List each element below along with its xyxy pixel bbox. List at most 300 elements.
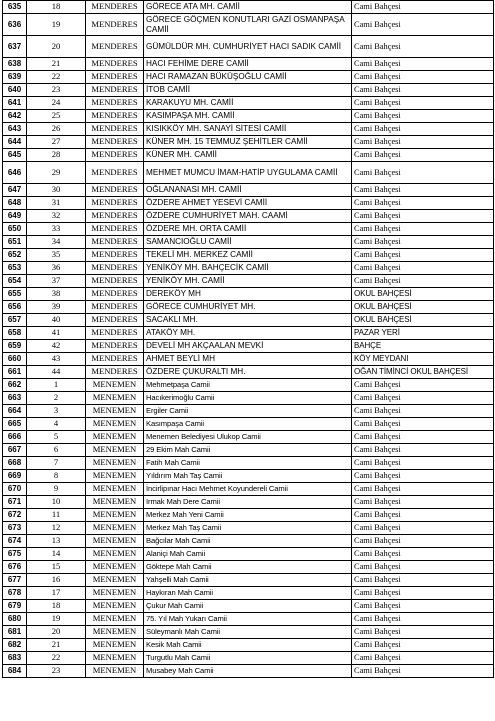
location-name-cell: ATAKÖY MH. bbox=[144, 327, 352, 340]
table-row bbox=[3, 431, 494, 444]
district-cell: MENDERES bbox=[86, 275, 144, 288]
district-cell: MENDERES bbox=[86, 110, 144, 123]
table-row bbox=[3, 223, 494, 236]
table-row bbox=[3, 444, 494, 457]
district-cell: MENDERES bbox=[86, 288, 144, 301]
location-name-cell: ÖZDERE MH. ORTA CAMİİ bbox=[144, 223, 352, 236]
table-row bbox=[3, 366, 494, 379]
sequence-number-cell: 35 bbox=[27, 249, 86, 262]
sequence-number-cell: 13 bbox=[27, 535, 86, 548]
district-cell: MENDERES bbox=[86, 71, 144, 84]
district-cell: MENEMEN bbox=[86, 561, 144, 574]
location-name-cell: KARAKUYU MH. CAMİİ bbox=[144, 97, 352, 110]
sequence-number-cell: 17 bbox=[27, 587, 86, 600]
table-row bbox=[3, 262, 494, 275]
district-cell: MENDERES bbox=[86, 236, 144, 249]
table-row bbox=[3, 36, 494, 58]
row-number-cell: 666 bbox=[3, 431, 27, 444]
table-row bbox=[3, 149, 494, 162]
sequence-number-cell: 26 bbox=[27, 123, 86, 136]
district-cell: MENEMEN bbox=[86, 483, 144, 496]
row-number-cell: 649 bbox=[3, 210, 27, 223]
venue-type-cell: PAZAR YERİ bbox=[352, 327, 494, 340]
district-cell: MENDERES bbox=[86, 210, 144, 223]
district-cell: MENDERES bbox=[86, 353, 144, 366]
table-row bbox=[3, 509, 494, 522]
venue-type-cell: Cami Bahçesi bbox=[352, 496, 494, 509]
table-row bbox=[3, 405, 494, 418]
sequence-number-cell: 20 bbox=[27, 36, 86, 58]
venue-type-cell: Cami Bahçesi bbox=[352, 184, 494, 197]
row-number-cell: 646 bbox=[3, 162, 27, 184]
row-number-cell: 678 bbox=[3, 587, 27, 600]
table-row bbox=[3, 483, 494, 496]
table-row bbox=[3, 123, 494, 136]
sequence-number-cell: 19 bbox=[27, 14, 86, 36]
district-cell: MENDERES bbox=[86, 123, 144, 136]
row-number-cell: 660 bbox=[3, 353, 27, 366]
venue-type-cell: Cami Bahçesi bbox=[352, 197, 494, 210]
row-number-cell: 676 bbox=[3, 561, 27, 574]
district-cell: MENDERES bbox=[86, 162, 144, 184]
location-name-cell: GÜMÜLDÜR MH. CUMHURİYET HACI SADIK CAMİİ bbox=[144, 36, 352, 58]
venue-type-cell: Cami Bahçesi bbox=[352, 123, 494, 136]
sequence-number-cell: 21 bbox=[27, 58, 86, 71]
table-row bbox=[3, 340, 494, 353]
location-name-cell: AHMET BEYLİ MH bbox=[144, 353, 352, 366]
sequence-number-cell: 2 bbox=[27, 392, 86, 405]
sequence-number-cell: 5 bbox=[27, 431, 86, 444]
district-cell: MENDERES bbox=[86, 223, 144, 236]
sequence-number-cell: 37 bbox=[27, 275, 86, 288]
location-name-cell: 75. Yıl Mah Yukarı Camii bbox=[144, 613, 352, 626]
table-row bbox=[3, 379, 494, 392]
location-name-cell: KISIKKÖY MH. SANAYİ SİTESİ CAMİİ bbox=[144, 123, 352, 136]
row-number-cell: 652 bbox=[3, 249, 27, 262]
table-row bbox=[3, 197, 494, 210]
sequence-number-cell: 43 bbox=[27, 353, 86, 366]
venue-type-cell: Cami Bahçesi bbox=[352, 275, 494, 288]
table-row bbox=[3, 275, 494, 288]
district-cell: MENEMEN bbox=[86, 431, 144, 444]
venue-type-cell: Cami Bahçesi bbox=[352, 470, 494, 483]
table-row bbox=[3, 522, 494, 535]
district-cell: MENEMEN bbox=[86, 652, 144, 665]
location-name-cell: GÖRECE GÖÇMEN KONUTLARI GAZİ OSMANPAŞA CAMİİ bbox=[144, 14, 352, 36]
location-name-cell: Yahşelli Mah Camii bbox=[144, 574, 352, 587]
sequence-number-cell: 44 bbox=[27, 366, 86, 379]
sequence-number-cell: 30 bbox=[27, 184, 86, 197]
sequence-number-cell: 24 bbox=[27, 97, 86, 110]
venue-type-cell: Cami Bahçesi bbox=[352, 548, 494, 561]
row-number-cell: 672 bbox=[3, 509, 27, 522]
district-cell: MENDERES bbox=[86, 249, 144, 262]
sequence-number-cell: 25 bbox=[27, 110, 86, 123]
table-row bbox=[3, 314, 494, 327]
sequence-number-cell: 22 bbox=[27, 652, 86, 665]
district-cell: MENDERES bbox=[86, 262, 144, 275]
sequence-number-cell: 32 bbox=[27, 210, 86, 223]
row-number-cell: 684 bbox=[3, 665, 27, 678]
venue-type-cell: Cami Bahçesi bbox=[352, 249, 494, 262]
row-number-cell: 644 bbox=[3, 136, 27, 149]
venue-type-cell: Cami Bahçesi bbox=[352, 1, 494, 14]
district-cell: MENEMEN bbox=[86, 496, 144, 509]
table-row bbox=[3, 470, 494, 483]
venue-type-cell: KÖY MEYDANI bbox=[352, 353, 494, 366]
table-row bbox=[3, 162, 494, 184]
location-name-cell: SAMANCIOĞLU CAMİİ bbox=[144, 236, 352, 249]
table-row bbox=[3, 110, 494, 123]
row-number-cell: 642 bbox=[3, 110, 27, 123]
sequence-number-cell: 11 bbox=[27, 509, 86, 522]
table-row bbox=[3, 353, 494, 366]
location-name-cell: Çukur Mah Camii bbox=[144, 600, 352, 613]
venue-type-cell: Cami Bahçesi bbox=[352, 483, 494, 496]
sequence-number-cell: 40 bbox=[27, 314, 86, 327]
district-cell: MENEMEN bbox=[86, 457, 144, 470]
location-name-cell: Haykıran Mah Camii bbox=[144, 587, 352, 600]
table-row bbox=[3, 301, 494, 314]
table-row bbox=[3, 561, 494, 574]
row-number-cell: 673 bbox=[3, 522, 27, 535]
venue-type-cell: Cami Bahçesi bbox=[352, 652, 494, 665]
row-number-cell: 683 bbox=[3, 652, 27, 665]
sequence-number-cell: 23 bbox=[27, 84, 86, 97]
district-cell: MENEMEN bbox=[86, 405, 144, 418]
venue-type-cell: Cami Bahçesi bbox=[352, 379, 494, 392]
location-name-cell: Ergiler Camii bbox=[144, 405, 352, 418]
row-number-cell: 639 bbox=[3, 71, 27, 84]
table-row bbox=[3, 136, 494, 149]
venue-type-cell: Cami Bahçesi bbox=[352, 457, 494, 470]
sequence-number-cell: 1 bbox=[27, 379, 86, 392]
sequence-number-cell: 19 bbox=[27, 613, 86, 626]
sequence-number-cell: 6 bbox=[27, 444, 86, 457]
venue-type-cell: Cami Bahçesi bbox=[352, 149, 494, 162]
district-cell: MENEMEN bbox=[86, 522, 144, 535]
row-number-cell: 641 bbox=[3, 97, 27, 110]
location-name-cell: Merkez Mah Yeni Camii bbox=[144, 509, 352, 522]
venue-type-cell: Cami Bahçesi bbox=[352, 58, 494, 71]
sequence-number-cell: 18 bbox=[27, 1, 86, 14]
table-row bbox=[3, 639, 494, 652]
table-row bbox=[3, 236, 494, 249]
sequence-number-cell: 12 bbox=[27, 522, 86, 535]
location-name-cell: Göktepe Mah Camii bbox=[144, 561, 352, 574]
row-number-cell: 668 bbox=[3, 457, 27, 470]
location-name-cell: KÜNER MH. 15 TEMMUZ ŞEHİTLER CAMİİ bbox=[144, 136, 352, 149]
district-cell: MENEMEN bbox=[86, 418, 144, 431]
sequence-number-cell: 33 bbox=[27, 223, 86, 236]
row-number-cell: 648 bbox=[3, 197, 27, 210]
district-cell: MENEMEN bbox=[86, 444, 144, 457]
row-number-cell: 655 bbox=[3, 288, 27, 301]
district-cell: MENEMEN bbox=[86, 613, 144, 626]
venue-type-cell: Cami Bahçesi bbox=[352, 535, 494, 548]
location-name-cell: KASIMPAŞA MH. CAMİİ bbox=[144, 110, 352, 123]
row-number-cell: 643 bbox=[3, 123, 27, 136]
venue-type-cell: Cami Bahçesi bbox=[352, 36, 494, 58]
district-cell: MENDERES bbox=[86, 97, 144, 110]
sequence-number-cell: 16 bbox=[27, 574, 86, 587]
district-cell: MENDERES bbox=[86, 366, 144, 379]
location-name-cell: KÜNER MH. CAMİİ bbox=[144, 149, 352, 162]
district-cell: MENDERES bbox=[86, 84, 144, 97]
sequence-number-cell: 8 bbox=[27, 470, 86, 483]
sequence-number-cell: 9 bbox=[27, 483, 86, 496]
row-number-cell: 664 bbox=[3, 405, 27, 418]
venue-type-cell: Cami Bahçesi bbox=[352, 418, 494, 431]
sequence-number-cell: 38 bbox=[27, 288, 86, 301]
location-table bbox=[2, 0, 494, 678]
district-cell: MENEMEN bbox=[86, 470, 144, 483]
row-number-cell: 637 bbox=[3, 36, 27, 58]
venue-type-cell: Cami Bahçesi bbox=[352, 262, 494, 275]
location-name-cell: Bağcılar Mah Camii bbox=[144, 535, 352, 548]
row-number-cell: 647 bbox=[3, 184, 27, 197]
table-row bbox=[3, 97, 494, 110]
district-cell: MENDERES bbox=[86, 340, 144, 353]
venue-type-cell: Cami Bahçesi bbox=[352, 522, 494, 535]
sequence-number-cell: 15 bbox=[27, 561, 86, 574]
venue-type-cell: OKUL BAHÇESİ bbox=[352, 314, 494, 327]
location-name-cell: Merkez Mah Taş Camii bbox=[144, 522, 352, 535]
sequence-number-cell: 18 bbox=[27, 600, 86, 613]
row-number-cell: 659 bbox=[3, 340, 27, 353]
location-name-cell: YENİKÖY MH. CAMİİ bbox=[144, 275, 352, 288]
venue-type-cell: Cami Bahçesi bbox=[352, 71, 494, 84]
table-row bbox=[3, 418, 494, 431]
district-cell: MENDERES bbox=[86, 136, 144, 149]
venue-type-cell: Cami Bahçesi bbox=[352, 431, 494, 444]
location-name-cell: MEHMET MUMCU İMAM-HATİP UYGULAMA CAMİİ bbox=[144, 162, 352, 184]
location-name-cell: GÖRECE ATA MH. CAMİİ bbox=[144, 1, 352, 14]
venue-type-cell: BAHÇE bbox=[352, 340, 494, 353]
sequence-number-cell: 20 bbox=[27, 626, 86, 639]
location-name-cell: 29 Ekim Mah Camii bbox=[144, 444, 352, 457]
row-number-cell: 675 bbox=[3, 548, 27, 561]
district-cell: MENDERES bbox=[86, 36, 144, 58]
row-number-cell: 681 bbox=[3, 626, 27, 639]
sequence-number-cell: 41 bbox=[27, 327, 86, 340]
location-name-cell: DEVELİ MH AKÇAALAN MEVKİ bbox=[144, 340, 352, 353]
row-number-cell: 640 bbox=[3, 84, 27, 97]
location-name-cell: Turgutlu Mah Camii bbox=[144, 652, 352, 665]
row-number-cell: 656 bbox=[3, 301, 27, 314]
table-row bbox=[3, 392, 494, 405]
venue-type-cell: Cami Bahçesi bbox=[352, 84, 494, 97]
venue-type-cell: Cami Bahçesi bbox=[352, 162, 494, 184]
district-cell: MENDERES bbox=[86, 327, 144, 340]
location-name-cell: ÖZDERE CUMHURİYET MAH. CAAMİ bbox=[144, 210, 352, 223]
location-name-cell: Süleymanlı Mah Camii bbox=[144, 626, 352, 639]
district-cell: MENDERES bbox=[86, 301, 144, 314]
table-row bbox=[3, 288, 494, 301]
table-row bbox=[3, 84, 494, 97]
district-cell: MENDERES bbox=[86, 1, 144, 14]
sequence-number-cell: 39 bbox=[27, 301, 86, 314]
location-name-cell: OĞLANANASI MH. CAMİİ bbox=[144, 184, 352, 197]
table-row bbox=[3, 652, 494, 665]
table-row bbox=[3, 665, 494, 678]
row-number-cell: 638 bbox=[3, 58, 27, 71]
location-name-cell: Hacıkerimoğlu Camii bbox=[144, 392, 352, 405]
sequence-number-cell: 31 bbox=[27, 197, 86, 210]
table-row bbox=[3, 184, 494, 197]
sequence-number-cell: 10 bbox=[27, 496, 86, 509]
venue-type-cell: Cami Bahçesi bbox=[352, 509, 494, 522]
district-cell: MENDERES bbox=[86, 197, 144, 210]
table-row bbox=[3, 327, 494, 340]
location-name-cell: İTOB CAMİİ bbox=[144, 84, 352, 97]
row-number-cell: 671 bbox=[3, 496, 27, 509]
venue-type-cell: Cami Bahçesi bbox=[352, 14, 494, 36]
sequence-number-cell: 14 bbox=[27, 548, 86, 561]
venue-type-cell: Cami Bahçesi bbox=[352, 574, 494, 587]
sequence-number-cell: 28 bbox=[27, 149, 86, 162]
location-name-cell: TEKELİ MH. MERKEZ CAMİİ bbox=[144, 249, 352, 262]
table-row bbox=[3, 574, 494, 587]
venue-type-cell: Cami Bahçesi bbox=[352, 223, 494, 236]
location-name-cell: Kasımpaşa Camii bbox=[144, 418, 352, 431]
district-cell: MENDERES bbox=[86, 58, 144, 71]
table-row bbox=[3, 613, 494, 626]
row-number-cell: 645 bbox=[3, 149, 27, 162]
row-number-cell: 679 bbox=[3, 600, 27, 613]
district-cell: MENEMEN bbox=[86, 548, 144, 561]
location-name-cell: DEREKÖY MH bbox=[144, 288, 352, 301]
district-cell: MENDERES bbox=[86, 149, 144, 162]
venue-type-cell: Cami Bahçesi bbox=[352, 110, 494, 123]
row-number-cell: 674 bbox=[3, 535, 27, 548]
venue-type-cell: Cami Bahçesi bbox=[352, 639, 494, 652]
row-number-cell: 680 bbox=[3, 613, 27, 626]
row-number-cell: 657 bbox=[3, 314, 27, 327]
location-name-cell: Irmak Mah Dere Camii bbox=[144, 496, 352, 509]
sequence-number-cell: 22 bbox=[27, 71, 86, 84]
venue-type-cell: Cami Bahçesi bbox=[352, 600, 494, 613]
district-cell: MENDERES bbox=[86, 184, 144, 197]
table-row bbox=[3, 600, 494, 613]
venue-type-cell: Cami Bahçesi bbox=[352, 136, 494, 149]
venue-type-cell: OKUL BAHÇESİ bbox=[352, 301, 494, 314]
venue-type-cell: Cami Bahçesi bbox=[352, 665, 494, 678]
location-name-cell: YENİKÖY MH. BAHÇECİK CAMİİ bbox=[144, 262, 352, 275]
table-row bbox=[3, 496, 494, 509]
location-name-cell: ÖZDERE AHMET YESEVİ CAMİİ bbox=[144, 197, 352, 210]
row-number-cell: 667 bbox=[3, 444, 27, 457]
location-name-cell: HACI FEHİME DERE CAMİİ bbox=[144, 58, 352, 71]
sequence-number-cell: 36 bbox=[27, 262, 86, 275]
district-cell: MENEMEN bbox=[86, 665, 144, 678]
district-cell: MENEMEN bbox=[86, 535, 144, 548]
table-row bbox=[3, 457, 494, 470]
table-row bbox=[3, 626, 494, 639]
table-row bbox=[3, 71, 494, 84]
table-row bbox=[3, 210, 494, 223]
district-cell: MENDERES bbox=[86, 14, 144, 36]
district-cell: MENEMEN bbox=[86, 392, 144, 405]
row-number-cell: 661 bbox=[3, 366, 27, 379]
venue-type-cell: Cami Bahçesi bbox=[352, 613, 494, 626]
table-body bbox=[3, 1, 494, 678]
venue-type-cell: OKUL BAHÇESİ bbox=[352, 288, 494, 301]
table-row bbox=[3, 58, 494, 71]
district-cell: MENEMEN bbox=[86, 379, 144, 392]
row-number-cell: 658 bbox=[3, 327, 27, 340]
row-number-cell: 635 bbox=[3, 1, 27, 14]
table-row bbox=[3, 1, 494, 14]
sequence-number-cell: 34 bbox=[27, 236, 86, 249]
sequence-number-cell: 4 bbox=[27, 418, 86, 431]
district-cell: MENEMEN bbox=[86, 639, 144, 652]
row-number-cell: 663 bbox=[3, 392, 27, 405]
row-number-cell: 662 bbox=[3, 379, 27, 392]
venue-type-cell: Cami Bahçesi bbox=[352, 444, 494, 457]
sequence-number-cell: 23 bbox=[27, 665, 86, 678]
location-name-cell: HACI RAMAZAN BÜKÜŞOĞLU CAMİİ bbox=[144, 71, 352, 84]
location-name-cell: Musabey Mah Camii bbox=[144, 665, 352, 678]
row-number-cell: 677 bbox=[3, 574, 27, 587]
location-name-cell: ÖZDERE ÇUKURALTI MH. bbox=[144, 366, 352, 379]
row-number-cell: 669 bbox=[3, 470, 27, 483]
sequence-number-cell: 27 bbox=[27, 136, 86, 149]
district-cell: MENEMEN bbox=[86, 574, 144, 587]
location-name-cell: Mehmetpaşa Camii bbox=[144, 379, 352, 392]
venue-type-cell: Cami Bahçesi bbox=[352, 392, 494, 405]
district-cell: MENDERES bbox=[86, 314, 144, 327]
venue-type-cell: Cami Bahçesi bbox=[352, 97, 494, 110]
location-name-cell: Kesik Mah Camii bbox=[144, 639, 352, 652]
location-name-cell: Fatih Mah Camii bbox=[144, 457, 352, 470]
table-row bbox=[3, 249, 494, 262]
district-cell: MENEMEN bbox=[86, 509, 144, 522]
venue-type-cell: Cami Bahçesi bbox=[352, 626, 494, 639]
row-number-cell: 682 bbox=[3, 639, 27, 652]
venue-type-cell: Cami Bahçesi bbox=[352, 236, 494, 249]
table-row bbox=[3, 535, 494, 548]
sequence-number-cell: 7 bbox=[27, 457, 86, 470]
row-number-cell: 650 bbox=[3, 223, 27, 236]
district-cell: MENEMEN bbox=[86, 626, 144, 639]
location-name-cell: İncirlipınar Hacı Mehmet Koyundereli Camii bbox=[144, 483, 352, 496]
venue-type-cell: OĞAN TİMİNCİ OKUL BAHÇESİ bbox=[352, 366, 494, 379]
row-number-cell: 653 bbox=[3, 262, 27, 275]
table-row bbox=[3, 548, 494, 561]
venue-type-cell: Cami Bahçesi bbox=[352, 561, 494, 574]
row-number-cell: 665 bbox=[3, 418, 27, 431]
location-name-cell: Alaniçi Mah Camii bbox=[144, 548, 352, 561]
venue-type-cell: Cami Bahçesi bbox=[352, 405, 494, 418]
location-name-cell: GÖRECE CUMHURİYET MH. bbox=[144, 301, 352, 314]
table-row bbox=[3, 14, 494, 36]
location-name-cell: SACAKLI MH. bbox=[144, 314, 352, 327]
location-name-cell: Yıldırım Mah Taş Camii bbox=[144, 470, 352, 483]
row-number-cell: 636 bbox=[3, 14, 27, 36]
sequence-number-cell: 21 bbox=[27, 639, 86, 652]
sequence-number-cell: 29 bbox=[27, 162, 86, 184]
venue-type-cell: Cami Bahçesi bbox=[352, 210, 494, 223]
sequence-number-cell: 42 bbox=[27, 340, 86, 353]
row-number-cell: 654 bbox=[3, 275, 27, 288]
sequence-number-cell: 3 bbox=[27, 405, 86, 418]
table-row bbox=[3, 587, 494, 600]
venue-type-cell: Cami Bahçesi bbox=[352, 587, 494, 600]
location-name-cell: Menemen Belediyesi Ulukop Camii bbox=[144, 431, 352, 444]
row-number-cell: 670 bbox=[3, 483, 27, 496]
district-cell: MENEMEN bbox=[86, 587, 144, 600]
